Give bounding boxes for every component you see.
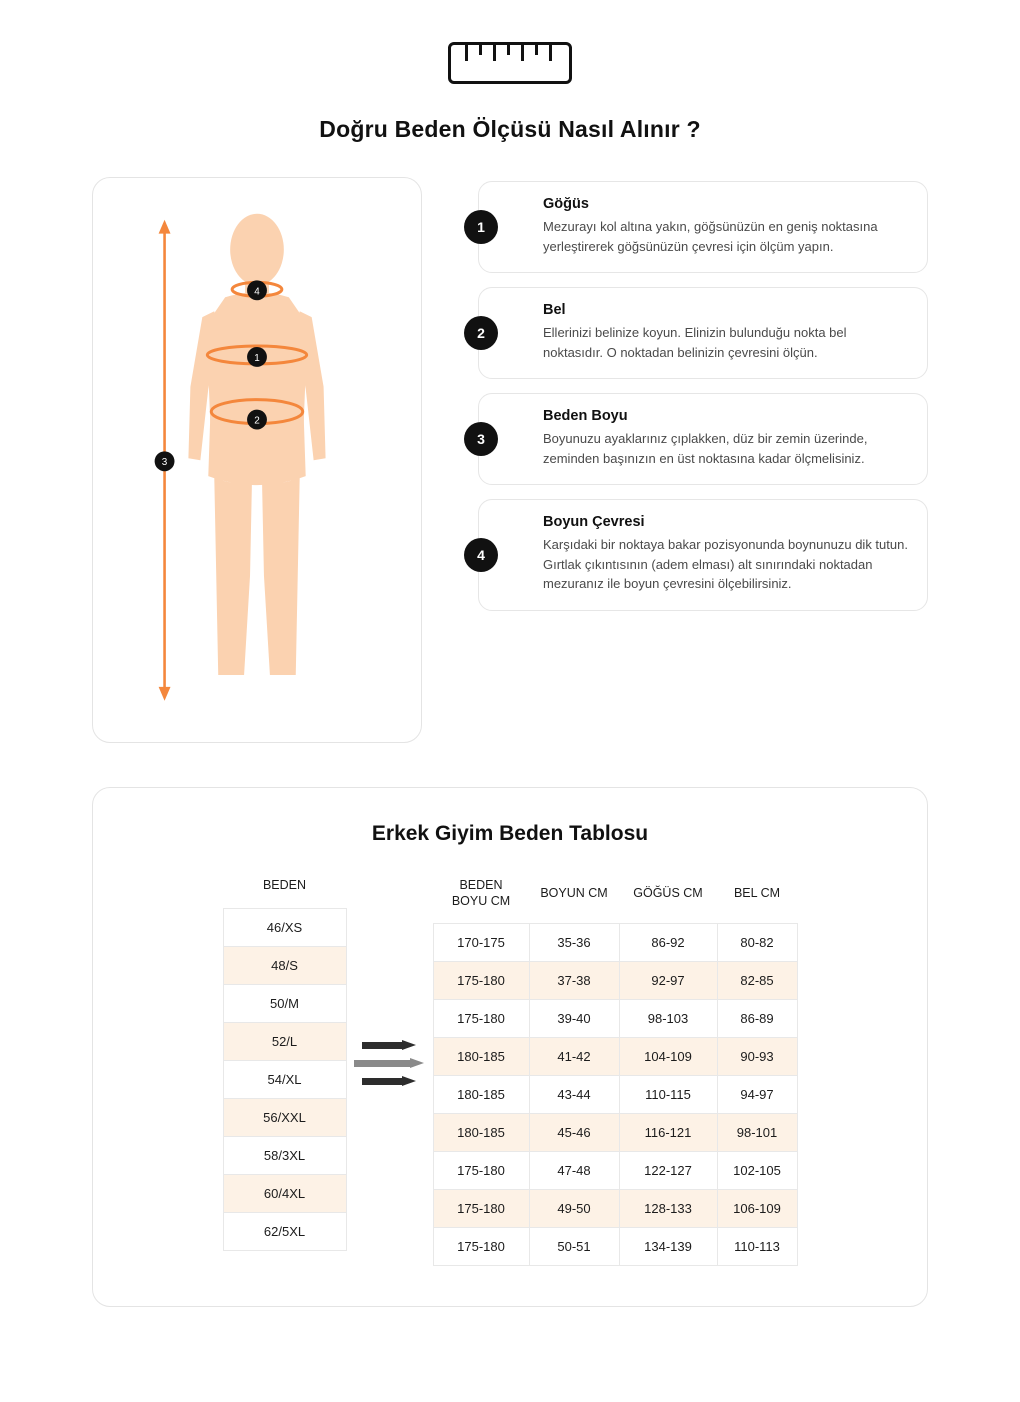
page-title: Doğru Beden Ölçüsü Nasıl Alınır ? xyxy=(319,116,701,142)
table-row xyxy=(433,1038,797,1076)
measurement-cell: 110-113 xyxy=(717,1228,797,1266)
table-row xyxy=(223,1174,346,1212)
measurements-table xyxy=(433,872,798,1266)
size-cell: 54/XL xyxy=(223,1060,346,1098)
table-row xyxy=(433,1228,797,1266)
table-row xyxy=(223,946,346,984)
step-description: Karşıdaki bir noktaya bakar pozisyonunda boynunuzu dik tutun. Gırtlak çıkıntısının (adem elması) alt sınırındaki noktadan mezuranız ile boyun çevresini ölçebilirsiniz. xyxy=(543,537,908,591)
measurements-header-row xyxy=(433,872,797,924)
size-cell: 60/4XL xyxy=(223,1174,346,1212)
table-row xyxy=(223,1022,346,1060)
measurement-cell: 102-105 xyxy=(717,1152,797,1190)
measurement-cell: 180-185 xyxy=(433,1038,529,1076)
measurement-cell: 134-139 xyxy=(619,1228,717,1266)
step-description: Boyunuzu ayaklarınız çıplakken, düz bir zemin üzerinde, zeminden başınızın en üst noktasına kadar ölçmelisiniz. xyxy=(543,431,868,466)
table-row xyxy=(223,984,346,1022)
table-row xyxy=(433,1152,797,1190)
measurement-cell: 41-42 xyxy=(529,1038,619,1076)
size-cell: 46/XS xyxy=(223,908,346,946)
step-title: Bel xyxy=(543,302,566,318)
table-row xyxy=(433,1114,797,1152)
table-row xyxy=(223,1136,346,1174)
step-badge: 3 xyxy=(464,422,498,456)
table-row xyxy=(433,1190,797,1228)
measurement-cell: 104-109 xyxy=(619,1038,717,1076)
measurement-cell: 180-185 xyxy=(433,1076,529,1114)
measurement-cell: 47-48 xyxy=(529,1152,619,1190)
measurement-cell: 94-97 xyxy=(717,1076,797,1114)
size-column-body xyxy=(223,908,346,1250)
table-row xyxy=(223,1212,346,1250)
step-badge: 4 xyxy=(464,538,498,572)
step-title: Beden Boyu xyxy=(543,408,628,424)
step-badge: 1 xyxy=(464,210,498,244)
measurement-cell: 175-180 xyxy=(433,1190,529,1228)
measurement-cell: 170-175 xyxy=(433,924,529,962)
table-row xyxy=(223,1098,346,1136)
step-description: Ellerinizi belinize koyun. Elinizin bulunduğu nokta bel noktasıdır. O noktadan belinizin çevresini ölçün. xyxy=(543,325,847,360)
measurement-cell: 92-97 xyxy=(619,962,717,1000)
measurement-cell: 43-44 xyxy=(529,1076,619,1114)
table-row xyxy=(433,1000,797,1038)
measurement-cell: 35-36 xyxy=(529,924,619,962)
measurement-cell: 45-46 xyxy=(529,1114,619,1152)
table-row xyxy=(433,962,797,1000)
measurement-cell: 98-101 xyxy=(717,1114,797,1152)
table-row xyxy=(433,924,797,962)
column-header-boyun: BOYUN CM xyxy=(540,885,608,900)
svg-text:2: 2 xyxy=(254,415,260,427)
measurement-cell: 86-89 xyxy=(717,1000,797,1038)
svg-text:1: 1 xyxy=(254,352,260,364)
measurement-cell: 122-127 xyxy=(619,1152,717,1190)
measurement-cell: 116-121 xyxy=(619,1114,717,1152)
measurement-steps-list xyxy=(478,177,928,611)
body-figure-card xyxy=(92,177,422,743)
measurement-cell: 175-180 xyxy=(433,1000,529,1038)
measurement-cell: 110-115 xyxy=(619,1076,717,1114)
measurement-cell: 175-180 xyxy=(433,1152,529,1190)
measurement-cell: 86-92 xyxy=(619,924,717,962)
measurement-cell: 37-38 xyxy=(529,962,619,1000)
svg-text:4: 4 xyxy=(254,286,260,298)
ruler-icon-wrap xyxy=(0,42,1020,84)
measurement-cell: 98-103 xyxy=(619,1000,717,1038)
ruler-icon xyxy=(448,42,572,84)
measurement-cell: 90-93 xyxy=(717,1038,797,1076)
size-cell: 58/3XL xyxy=(223,1136,346,1174)
measurements-body xyxy=(433,924,797,1266)
table-row xyxy=(223,908,346,946)
measurement-cell: 128-133 xyxy=(619,1190,717,1228)
column-header-bel: BEL CM xyxy=(733,885,781,900)
table-row xyxy=(433,1076,797,1114)
step-item-height xyxy=(478,393,928,485)
step-item-neck xyxy=(478,499,928,611)
measurement-cell: 82-85 xyxy=(717,962,797,1000)
measurement-cell: 175-180 xyxy=(433,1228,529,1266)
body-figure-illustration xyxy=(93,178,421,741)
size-column-table xyxy=(223,872,347,1251)
svg-text:3: 3 xyxy=(161,457,168,469)
column-header-beden-boyu: BEDEN BOYU CM xyxy=(451,878,511,908)
arrows-icon xyxy=(347,1040,433,1099)
measurement-cell: 175-180 xyxy=(433,962,529,1000)
measurement-guide-section xyxy=(0,177,1020,743)
size-table-title: Erkek Giyim Beden Tablosu xyxy=(371,822,649,845)
step-title: Göğüs xyxy=(543,196,589,212)
measurement-cell: 80-82 xyxy=(717,924,797,962)
step-badge: 2 xyxy=(464,316,498,350)
size-cell: 52/L xyxy=(223,1022,346,1060)
step-description: Mezurayı kol altına yakın, göğsünüzün en geniş noktasına yerleştirerek göğsünüzün çevresi için ölçüm yapın. xyxy=(543,219,878,254)
measurement-cell: 50-51 xyxy=(529,1228,619,1266)
size-cell: 56/XXL xyxy=(223,1098,346,1136)
size-cell: 62/5XL xyxy=(223,1212,346,1250)
measurement-cell: 49-50 xyxy=(529,1190,619,1228)
size-cell: 50/M xyxy=(223,984,346,1022)
size-cell: 48/S xyxy=(223,946,346,984)
size-table-card xyxy=(92,787,928,1307)
table-row xyxy=(223,1060,346,1098)
step-item-waist xyxy=(478,287,928,379)
column-header-beden: BEDEN xyxy=(262,878,307,892)
measurement-cell: 106-109 xyxy=(717,1190,797,1228)
measurement-cell: 180-185 xyxy=(433,1114,529,1152)
step-item-chest xyxy=(478,181,928,273)
column-header-gogus: GÖĞÜS CM xyxy=(633,885,703,900)
measurement-cell: 39-40 xyxy=(529,1000,619,1038)
step-title: Boyun Çevresi xyxy=(543,514,645,530)
